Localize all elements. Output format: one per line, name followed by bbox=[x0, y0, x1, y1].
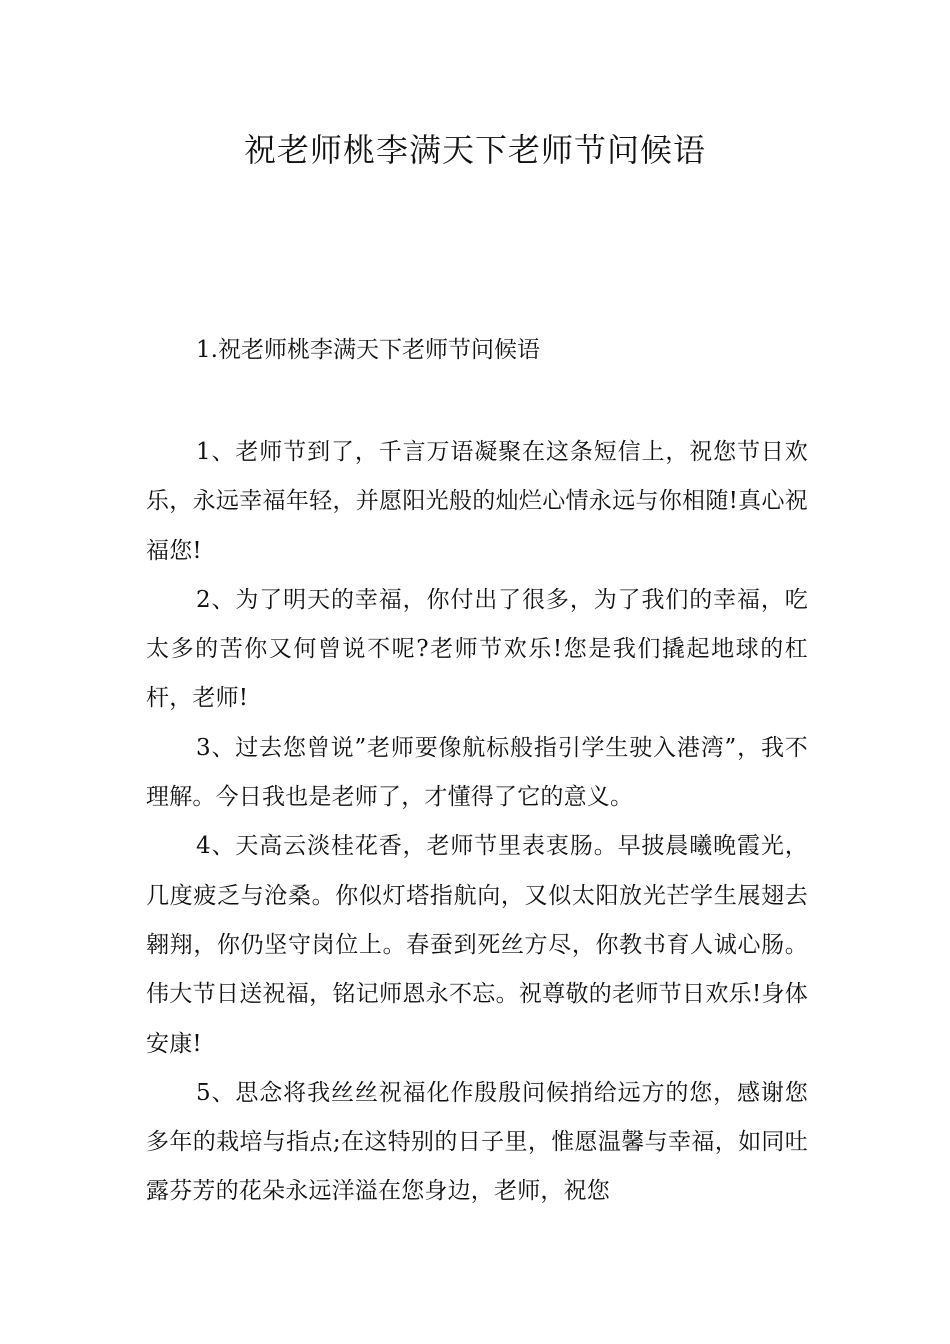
document-title: 祝老师桃李满天下老师节问候语 bbox=[243, 131, 706, 169]
paragraph-2: 2、为了明天的幸福，你付出了很多，为了我们的幸福，吃太多的苦你又何曾说不呢?老师节欢乐!您是我们撬起地球的杠杆，老师! bbox=[146, 586, 808, 712]
paragraph-4: 4、天高云淡桂花香，老师节里表衷肠。早披晨曦晚霞光，几度疲乏与沧桑。你似灯塔指航向，又似太阳放光芒学生展翅去翱翔，你仍坚守岗位上。春蚕到死丝方尽，你教书育人诚心肠。伟大节日送祝福，铭记师恩永不忘。祝尊敬的老师节日欢乐!身体安康! bbox=[146, 833, 808, 1057]
paragraph-5: 5、思念将我丝丝祝福化作殷殷问候捎给远方的您，感谢您多年的栽培与指点;在这特别的日子里，惟愿温馨与幸福，如同吐露芬芳的花朵永远洋溢在您身边，老师，祝您 bbox=[146, 1079, 808, 1205]
paragraph-3: 3、过去您曾说”老师要像航标般指引学生驶入港湾”，我不理解。今日我也是老师了，才懂得了它的意义。 bbox=[146, 734, 808, 811]
section-heading: 1.祝老师桃李满天下老师节问候语 bbox=[196, 337, 540, 363]
body-text bbox=[146, 428, 808, 1217]
paragraph-1: 1、老师节到了，千言万语凝聚在这条短信上，祝您节日欢乐，永远幸福年轻，并愿阳光般的灿烂心情永远与你相随!真心祝福您! bbox=[146, 439, 808, 564]
